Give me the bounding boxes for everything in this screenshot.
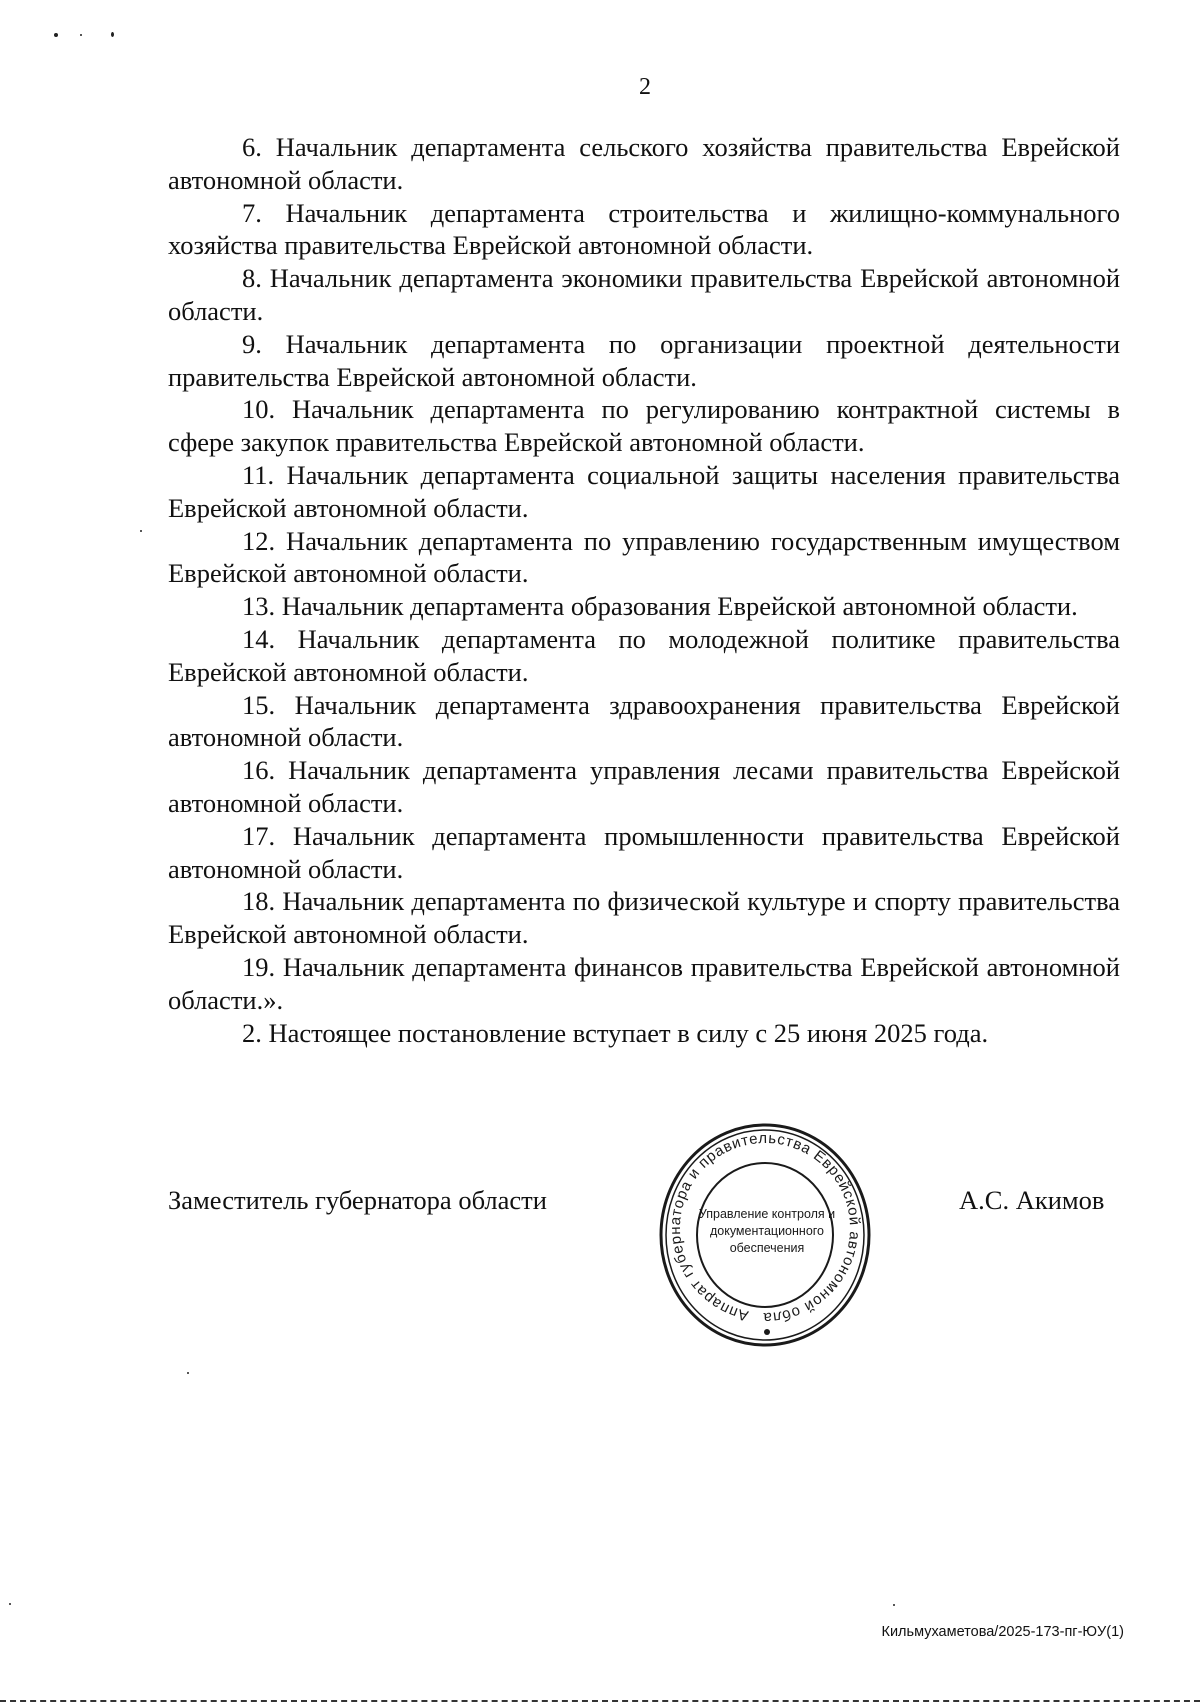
stamp-center-line: обеспечения (729, 1241, 805, 1255)
stamp-star-icon (764, 1329, 770, 1335)
list-item: 12. Начальник департамента по управлению государственным имуществом Еврейской автономной области. (168, 525, 1120, 589)
list-item: 14. Начальник департамента по молодежной политике правительства Еврейской автономной области. (168, 623, 1120, 687)
scan-speck (9, 1603, 11, 1605)
list-item: 6. Начальник департамента сельского хозяйства правительства Еврейской автономной области. (168, 132, 1120, 195)
list-item: 18. Начальник департамента по физической культуре и спорту правительства Еврейской автономной области. (168, 886, 1120, 950)
list-item: 16. Начальник департамента управления лесами правительства Еврейской автономной области. (168, 755, 1120, 818)
list-item: 9. Начальник департамента по организации проектной деятельности правительства Еврейской автономной области. (168, 328, 1120, 392)
scan-speck (54, 33, 58, 37)
stamp-center-line: Управление контроля и (698, 1207, 836, 1221)
effective-date-clause: 2. Настоящее постановление вступает в силу с 25 июня 2025 года. (242, 1017, 989, 1048)
list-item: 17. Начальник департамента промышленности правительства Еврейской автономной области. (168, 820, 1120, 884)
signatory-name: А.С. Акимов (959, 1185, 1105, 1215)
scan-speck (111, 32, 114, 37)
list-item: 15. Начальник департамента здравоохранения правительства Еврейской автономной области. (168, 689, 1120, 753)
scan-speck (187, 1372, 189, 1374)
list-item: 7. Начальник департамента строительства и жилищно-коммунального хозяйства правительства Еврейской автономной области. (168, 197, 1120, 261)
list-item: 10. Начальник департамента по регулированию контрактной системы в сфере закупок правительства Еврейской автономной области. (168, 394, 1120, 458)
document-reference: Кильмухаметова/2025-173-пг-ЮУ(1) (881, 1624, 1124, 1640)
signatory-position: Заместитель губернатора области (168, 1185, 547, 1215)
list-item: 11. Начальник департамента социальной защиты населения правительства Еврейской автономной области. (168, 459, 1120, 523)
document-body (168, 131, 1120, 1049)
stamp-ring-text: Аппарат губернатора и правительства Еврейской автономной обла (666, 1129, 864, 1327)
scan-edge-line (0, 1700, 1200, 1702)
scan-speck (893, 1604, 895, 1606)
list-item: 8. Начальник департамента экономики правительства Еврейской автономной области. (168, 263, 1120, 326)
scan-speck (140, 530, 142, 532)
list-item: 13. Начальник департамента образования Еврейской автономной области. (242, 591, 1078, 622)
list-item: 19. Начальник департамента финансов правительства Еврейской автономной области.». (168, 951, 1120, 1015)
scan-speck (80, 34, 82, 36)
page-number: 2 (639, 74, 651, 100)
stamp-center-line: документационного (709, 1224, 825, 1238)
official-stamp (655, 1118, 875, 1352)
